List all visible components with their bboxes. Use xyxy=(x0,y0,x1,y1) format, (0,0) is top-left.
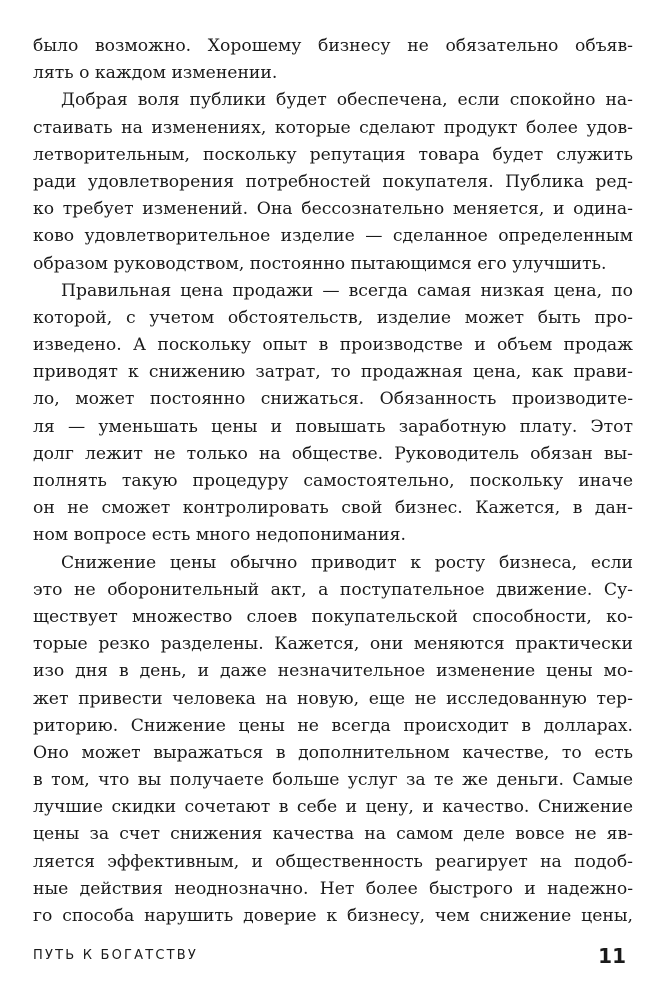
body-text xyxy=(33,33,633,930)
text-line: цены за счет снижения качества на самом деле вовсе не яв- xyxy=(33,824,633,845)
text-line: ля — уменьшать цены и повышать заработную плату. Этот xyxy=(33,416,633,437)
text-line: которой, с учетом обстоятельств, изделие может быть про- xyxy=(33,307,633,328)
text-line: приводят к снижению затрат, то продажная цена, как прави- xyxy=(33,362,633,383)
page-number: 11 xyxy=(598,944,626,968)
text-line: ляется эффективным, и общественность реагирует на подоб- xyxy=(33,851,633,872)
text-line: лять о каждом изменении. xyxy=(33,63,278,84)
text-line: ном вопросе есть много недопонимания. xyxy=(33,525,406,546)
text-line: жет привести человека на новую, еще не исследованную тер- xyxy=(33,688,633,709)
text-line: стаивать на изменениях, которые сделают продукт более удов- xyxy=(33,117,633,138)
text-line: образом руководством, постоянно пытающимся его улучшить. xyxy=(33,253,607,274)
text-line: изо дня в день, и даже незначительное изменение цены мо- xyxy=(33,661,633,682)
running-title: ПУТЬ К БОГАТСТВУ xyxy=(33,948,199,963)
text-line: торые резко разделены. Кажется, они меняются практически xyxy=(33,634,633,655)
text-line: летворительным, поскольку репутация товара будет служить xyxy=(33,144,633,165)
text-line: риторию. Снижение цены не всегда происходит в долларах. xyxy=(33,715,633,736)
text-line: ные действия неоднозначно. Нет более быстрого и надежно- xyxy=(33,878,633,899)
text-line: ществует множество слоев покупательской способности, ко- xyxy=(33,606,633,627)
text-line: изведено. А поскольку опыт в производстве и объем продаж xyxy=(33,335,633,356)
text-line: Оно может выражаться в дополнительном качестве, то есть xyxy=(33,742,633,763)
page-footer xyxy=(33,946,626,970)
text-line: ради удовлетворения потребностей покупателя. Публика ред- xyxy=(33,171,633,192)
text-line: в том, что вы получаете больше услуг за те же деньги. Самые xyxy=(33,770,633,791)
text-line: Добрая воля публики будет обеспечена, если спокойно на- xyxy=(61,90,633,111)
text-line: лучшие скидки сочетают в себе и цену, и качество. Снижение xyxy=(33,797,633,818)
text-line: было возможно. Хорошему бизнесу не обязательно объяв- xyxy=(33,36,633,56)
text-line: ко требует изменений. Она бессознательно меняется, и одина- xyxy=(33,199,633,220)
text-line: го способа нарушить доверие к бизнесу, чем снижение цены, xyxy=(33,906,633,926)
text-line: ково удовлетворительное изделие — сделанное определенным xyxy=(33,226,633,247)
text-line: Снижение цены обычно приводит к росту бизнеса, если xyxy=(61,552,633,573)
text-line: долг лежит не только на обществе. Руководитель обязан вы- xyxy=(33,443,633,464)
text-line: это не оборонительный акт, а поступательное движение. Су- xyxy=(33,579,633,600)
text-line: ло, может постоянно снижаться. Обязанность производите- xyxy=(33,389,633,410)
text-line: он не сможет контролировать свой бизнес. Кажется, в дан- xyxy=(33,498,633,519)
text-line: полнять такую процедуру самостоятельно, поскольку иначе xyxy=(33,471,633,491)
text-line: Правильная цена продажи — всегда самая низкая цена, по xyxy=(61,280,633,301)
